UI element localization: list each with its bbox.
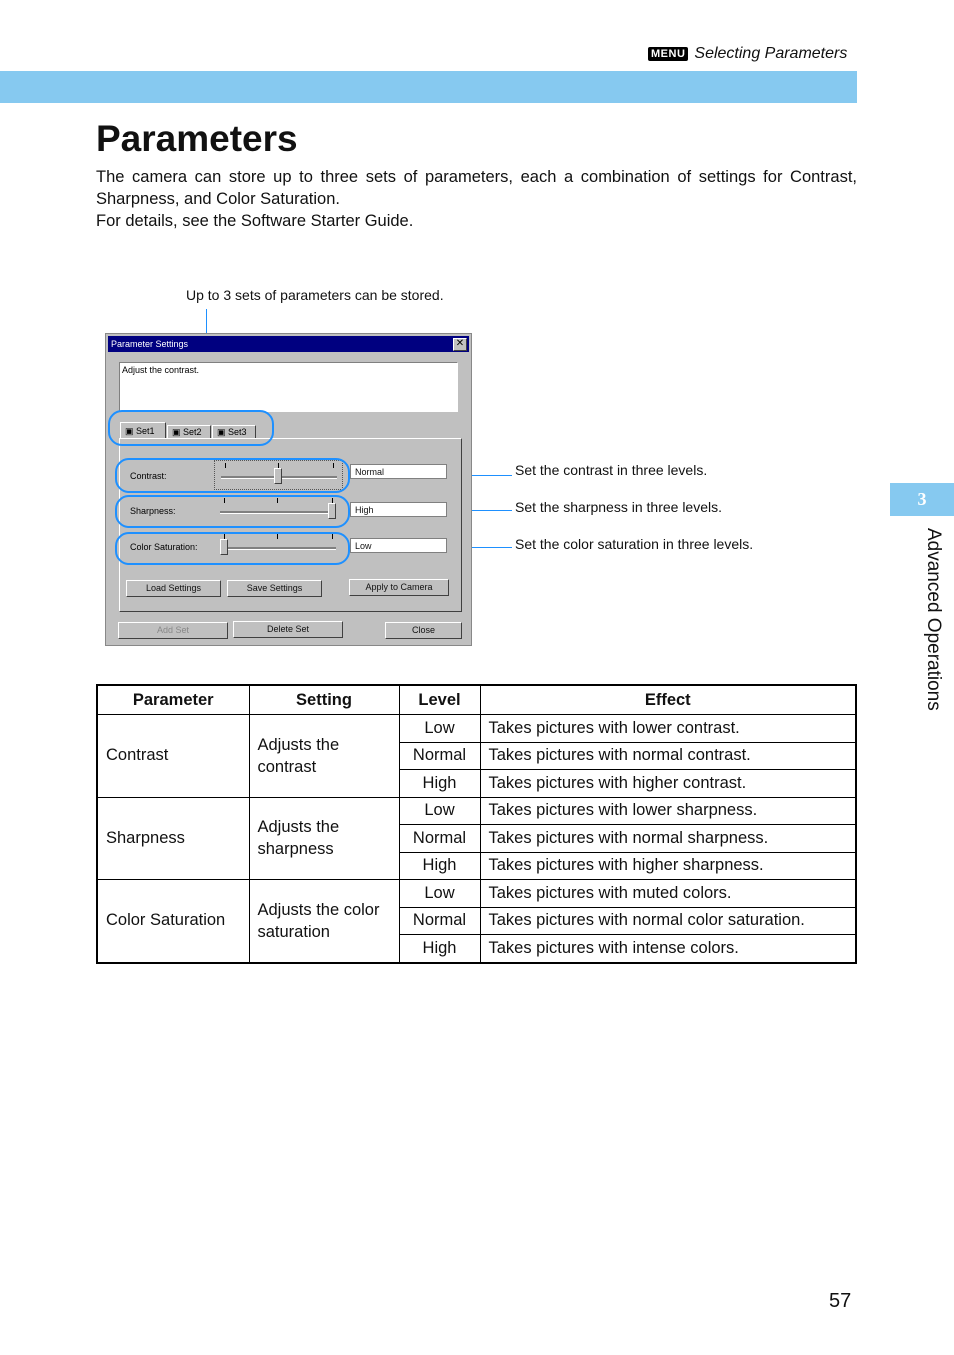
level-cell: High: [399, 935, 480, 963]
intro-paragraph: The camera can store up to three sets of parameters, each a combination of settings for Contrast, Sharpness, and Color Saturation.: [96, 168, 857, 208]
level-cell: Low: [399, 797, 480, 825]
save-settings-button[interactable]: Save Settings: [227, 580, 322, 597]
camera-icon: ▣: [217, 427, 226, 437]
parameter-cell: Contrast: [97, 715, 249, 798]
level-cell: Normal: [399, 825, 480, 853]
column-header: Level: [399, 685, 480, 715]
level-cell: Normal: [399, 907, 480, 935]
level-cell: Low: [399, 880, 480, 908]
load-settings-button[interactable]: Load Settings: [126, 580, 221, 597]
setting-cell: Adjusts the sharpness: [249, 797, 399, 880]
effect-cell: Takes pictures with muted colors.: [480, 880, 856, 908]
table-header-row: [97, 685, 856, 715]
sharpness-select[interactable]: High: [350, 502, 447, 517]
saturation-highlight: [115, 532, 350, 565]
header-bar: [0, 71, 857, 103]
parameter-cell: Sharpness: [97, 797, 249, 880]
close-button[interactable]: Close: [385, 622, 462, 639]
contrast-highlight: [115, 458, 350, 493]
parameters-table: [96, 684, 857, 964]
section-name: Selecting Parameters: [694, 45, 848, 62]
intro-text: [96, 166, 857, 232]
page-number: 57: [829, 1290, 852, 1312]
callout-sharpness: Set the sharpness in three levels.: [515, 499, 723, 515]
dialog-titlebar: [108, 336, 469, 352]
camera-icon: ▣: [125, 426, 134, 436]
tab-set1[interactable]: ▣ Set1: [120, 422, 166, 439]
level-cell: Low: [399, 715, 480, 743]
column-header: Setting: [249, 685, 399, 715]
apply-to-camera-button[interactable]: Apply to Camera: [349, 579, 449, 596]
saturation-select[interactable]: Low: [350, 538, 447, 553]
level-cell: High: [399, 770, 480, 798]
tab-set3[interactable]: ▣ Set3: [212, 425, 256, 439]
callout-sets: Up to 3 sets of parameters can be stored.: [186, 287, 444, 303]
table-row: [97, 797, 856, 825]
contrast-select[interactable]: Normal: [350, 464, 447, 479]
description-box: Adjust the contrast.: [119, 362, 458, 412]
close-icon[interactable]: ✕: [453, 338, 467, 351]
callout-contrast: Set the contrast in three levels.: [515, 462, 708, 478]
menu-icon: MENU: [648, 47, 688, 61]
delete-set-button[interactable]: Delete Set: [233, 621, 343, 638]
saturation-label: Color Saturation:: [130, 542, 198, 552]
effect-cell: Takes pictures with normal sharpness.: [480, 825, 856, 853]
setting-cell: Adjusts the color saturation: [249, 880, 399, 963]
chapter-number-tab: 3: [890, 483, 954, 516]
table-row: [97, 715, 856, 743]
dialog-title: Parameter Settings: [111, 339, 189, 349]
running-header: [648, 45, 847, 63]
effect-cell: Takes pictures with higher contrast.: [480, 770, 856, 798]
effect-cell: Takes pictures with higher sharpness.: [480, 852, 856, 880]
effect-cell: Takes pictures with normal color saturation.: [480, 907, 856, 935]
column-header: Parameter: [97, 685, 249, 715]
tabs-highlight: [108, 410, 274, 446]
chapter-title: Advanced Operations: [923, 528, 944, 711]
sharpness-label: Sharpness:: [130, 506, 176, 516]
column-header: Effect: [480, 685, 856, 715]
level-cell: Normal: [399, 742, 480, 770]
effect-cell: Takes pictures with normal contrast.: [480, 742, 856, 770]
effect-cell: Takes pictures with lower sharpness.: [480, 797, 856, 825]
page-title: Parameters: [96, 118, 298, 159]
effect-cell: Takes pictures with lower contrast.: [480, 715, 856, 743]
sharpness-highlight: [115, 495, 350, 528]
camera-icon: ▣: [172, 427, 181, 437]
add-set-button[interactable]: Add Set: [118, 622, 228, 639]
setting-cell: Adjusts the contrast: [249, 715, 399, 798]
effect-cell: Takes pictures with intense colors.: [480, 935, 856, 963]
callout-saturation: Set the color saturation in three levels.: [515, 536, 754, 552]
table-row: [97, 880, 856, 908]
contrast-label: Contrast:: [130, 471, 167, 481]
intro-paragraph: For details, see the Software Starter Guide.: [96, 212, 414, 230]
parameter-cell: Color Saturation: [97, 880, 249, 963]
level-cell: High: [399, 852, 480, 880]
tab-set2[interactable]: ▣ Set2: [167, 425, 211, 439]
